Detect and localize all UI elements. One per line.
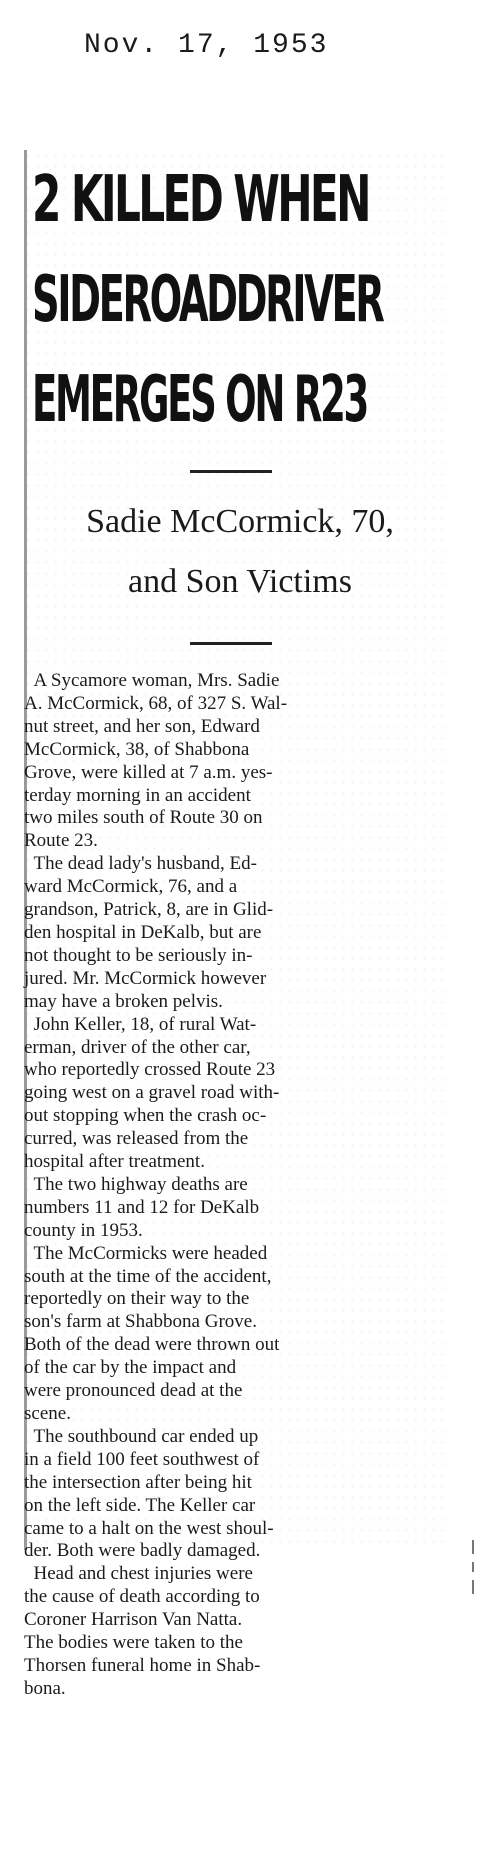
article-line: A. McCormick, 68, of 327 S. Wal- xyxy=(24,692,288,714)
article-line: Both of the dead were thrown out xyxy=(24,1334,280,1356)
headline-line-2: SIDEROADDRIVER xyxy=(32,263,383,337)
article-paragraph xyxy=(24,853,424,1013)
article-line: Coroner Harrison Van Natta. xyxy=(24,1609,243,1631)
article-line: nut street, and her son, Edward xyxy=(24,715,260,737)
article-line: jured. Mr. McCormick however xyxy=(24,967,267,989)
article-line: scene. xyxy=(24,1403,71,1424)
article-paragraph xyxy=(24,1014,424,1174)
article-line: der. Both were badly damaged. xyxy=(24,1540,261,1562)
subhead xyxy=(30,492,450,612)
headline-divider xyxy=(190,470,272,473)
article-line: The southbound car ended up xyxy=(24,1425,259,1447)
article-line: Head and chest injuries were xyxy=(24,1563,253,1585)
article-line: reportedly on their way to the xyxy=(24,1288,250,1310)
article-paragraph xyxy=(24,1426,424,1563)
article-line: curred, was released from the xyxy=(24,1128,249,1150)
article-line: the cause of death according to xyxy=(24,1586,260,1608)
headline-line-1: 2 KILLED WHEN xyxy=(32,163,369,237)
article-body xyxy=(24,670,424,1701)
article-paragraph xyxy=(24,1243,424,1426)
article-line: The dead lady's husband, Ed- xyxy=(24,853,257,875)
article-line: erman, driver of the other car, xyxy=(24,1036,251,1058)
article-line: going west on a gravel road with- xyxy=(24,1082,280,1104)
article-paragraph xyxy=(24,1174,424,1243)
article-line: Route 23. xyxy=(24,830,98,852)
article-line: came to a halt on the west shoul- xyxy=(24,1517,274,1539)
subhead-line-2: and Son Victims xyxy=(127,563,352,600)
article-line: may have a broken pelvis. xyxy=(24,990,223,1012)
article-line: The bodies were taken to the xyxy=(24,1632,243,1654)
headline-line-3: EMERGES ON R23 xyxy=(32,363,368,437)
article-paragraph xyxy=(24,1563,424,1700)
article-line: two miles south of Route 30 on xyxy=(24,807,263,829)
subhead-line-1: Sadie McCormick, 70, xyxy=(86,503,394,540)
article-line: terday morning in an accident xyxy=(24,784,251,806)
article-line: county in 1953. xyxy=(24,1219,143,1241)
article-line: bona. xyxy=(24,1677,66,1699)
article-line: numbers 11 and 12 for DeKalb xyxy=(24,1196,260,1218)
article-line: den hospital in DeKalb, but are xyxy=(24,921,262,943)
article-line: in a field 100 feet southwest of xyxy=(24,1448,260,1470)
clipping-date: Nov. 17, 1953 xyxy=(84,30,329,61)
article-line: on the left side. The Keller car xyxy=(24,1494,256,1516)
article-line: Grove, were killed at 7 a.m. yes- xyxy=(24,761,273,783)
article-line: ward McCormick, 76, and a xyxy=(24,876,238,898)
article-line: The McCormicks were headed xyxy=(24,1242,268,1264)
article-line: A Sycamore woman, Mrs. Sadie xyxy=(24,670,280,691)
article-line: grandson, Patrick, 8, are in Glid- xyxy=(24,899,274,921)
article-line: south at the time of the accident, xyxy=(24,1265,272,1287)
subhead-divider xyxy=(190,642,272,645)
headline xyxy=(32,150,444,450)
article-line: were pronounced dead at the xyxy=(24,1380,243,1402)
article-line: not thought to be seriously in- xyxy=(24,944,253,966)
article-line: of the car by the impact and xyxy=(24,1357,237,1379)
article-paragraph xyxy=(24,670,424,853)
article-line: son's farm at Shabbona Grove. xyxy=(24,1311,257,1333)
article-line: John Keller, 18, of rural Wat- xyxy=(24,1013,257,1035)
article-line: out stopping when the crash oc- xyxy=(24,1105,267,1127)
article-line: The two highway deaths are xyxy=(24,1173,248,1195)
margin-marks xyxy=(470,1540,478,1610)
article-line: Thorsen funeral home in Shab- xyxy=(24,1654,261,1676)
article-line: McCormick, 38, of Shabbona xyxy=(24,738,250,760)
article-line: who reportedly crossed Route 23 xyxy=(24,1059,276,1081)
article-line: hospital after treatment. xyxy=(24,1151,205,1173)
article-line: the intersection after being hit xyxy=(24,1471,252,1493)
